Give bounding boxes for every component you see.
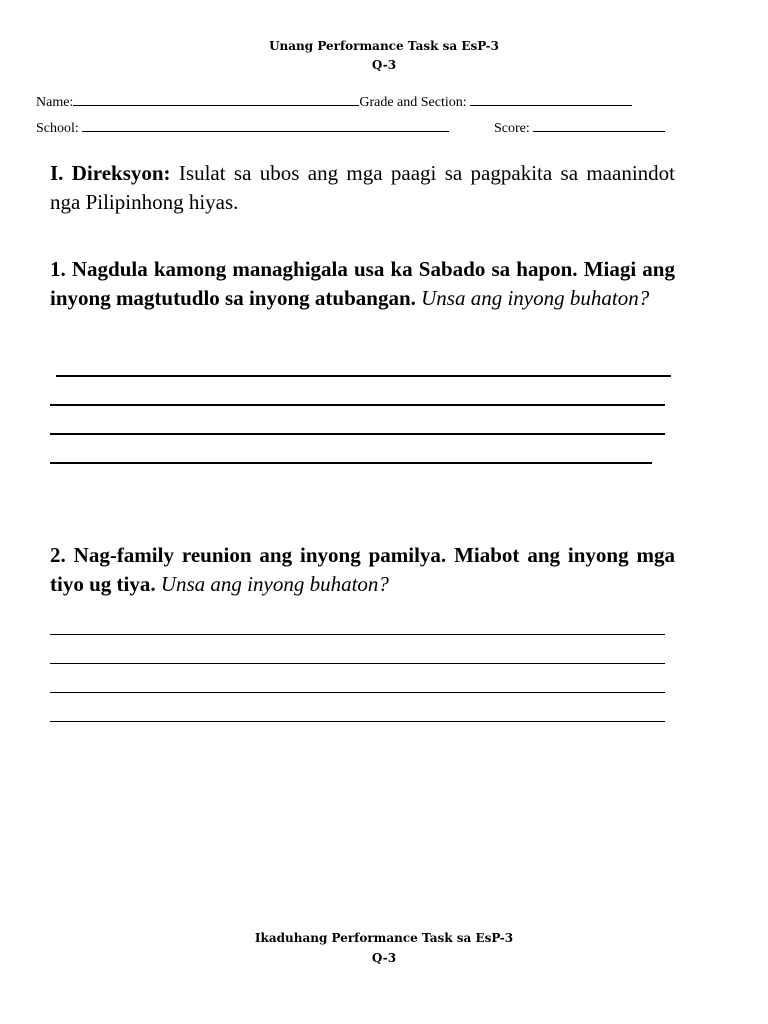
answer-line-2-4[interactable]: [50, 721, 665, 722]
footer-title: Ikaduhang Performance Task sa EsP-3: [254, 931, 514, 945]
directions: [50, 159, 675, 217]
question-2-prompt: Unsa ang inyong buhaton?: [160, 572, 389, 596]
answer-line-2-1[interactable]: [50, 634, 665, 635]
school-field[interactable]: [82, 118, 449, 132]
name-label: Name:: [36, 95, 74, 110]
page-title: Unang Performance Task sa EsP-3: [269, 39, 499, 53]
answer-line-1-1[interactable]: [56, 375, 671, 377]
grade-section-field[interactable]: [470, 92, 632, 106]
score-label: Score:: [494, 121, 530, 136]
score-field[interactable]: [533, 118, 665, 132]
school-row: [36, 118, 449, 138]
directions-label: I. Direksyon:: [50, 161, 171, 185]
footer-quarter-label: Q-3: [371, 951, 397, 965]
question-1-text: 1. Nagdula kamong managhigala usa ka Sabado sa hapon. Miagi ang inyong magtutudlo sa inyong atubangan.: [50, 257, 675, 310]
question-1: [50, 255, 675, 313]
score-row: [494, 118, 665, 138]
name-grade-row: [36, 92, 632, 112]
answer-line-1-4[interactable]: [50, 462, 652, 464]
school-label: School:: [36, 121, 79, 136]
answer-line-1-3[interactable]: [50, 433, 665, 435]
answer-line-2-3[interactable]: [50, 692, 665, 693]
quarter-label: Q-3: [371, 58, 397, 72]
question-2-text: 2. Nag-family reunion ang inyong pamilya. Miabot ang inyong mga tiyo ug tiya.: [50, 543, 675, 596]
name-field[interactable]: [73, 92, 359, 106]
answer-line-2-2[interactable]: [50, 663, 665, 664]
directions-text: Isulat sa ubos ang mga paagi sa pagpakita sa maanindot nga Pilipinhong hiyas.: [50, 161, 675, 214]
question-2: [50, 541, 675, 599]
question-1-prompt: Unsa ang inyong buhaton?: [421, 286, 650, 310]
grade-section-label: Grade and Section:: [359, 95, 467, 110]
answer-line-1-2[interactable]: [50, 404, 665, 406]
